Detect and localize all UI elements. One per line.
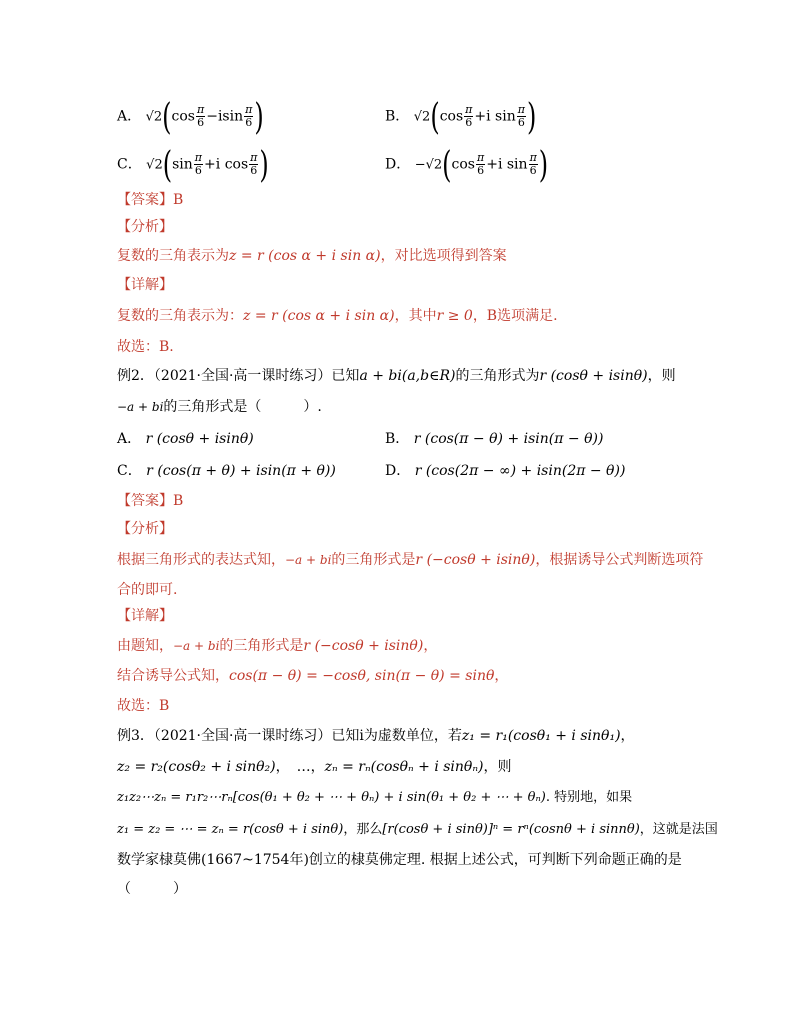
frac-den: 6 [477,164,485,177]
formula: r (cos(π − θ) + isin(π − θ)) [413,431,604,447]
frac-num: π [529,151,537,164]
ex2-option-b [385,430,603,448]
option-label: A． [117,108,142,125]
option-label: A． [117,431,142,447]
option-a [117,95,264,138]
text: ，对比选项得到答案 [380,248,507,264]
ex3-line2 [117,758,512,776]
fn: cos [171,108,195,125]
ex2-answer: 【答案】B [117,493,184,509]
paren: ( [430,95,440,138]
fn: +i sin [474,108,516,125]
text: ，B选项满足. [472,308,558,324]
frac-num: π [194,151,203,164]
formula: −a + bi [117,400,164,414]
option-label: D． [385,156,411,173]
formula: −a + bi [173,639,220,653]
option-label: B． [385,431,410,447]
fraction [244,104,253,129]
frac-den: 6 [194,164,202,177]
option-label: D． [385,463,411,479]
fn: −isin [206,108,244,125]
fn: +i cos [204,156,249,173]
text: 由题知， [117,638,173,654]
formula: [r(cosθ + i sinθ)]ⁿ = rⁿ(cosnθ + i sinnθ) [382,822,640,837]
q1-final: 故选：B. [117,339,174,355]
paren: ) [254,95,264,138]
coef: √2 [413,109,431,125]
text: . 特别地，如果 [545,790,633,805]
text: ，则 [483,759,512,775]
fraction [194,152,203,177]
formula: r (−cosθ + isinθ) [415,552,536,568]
frac-den: 6 [465,116,473,129]
ex2-option-d [385,462,625,480]
fn: cos [451,156,475,173]
text: ， [620,728,635,744]
text: ，根据诱导公式判断选项符 [535,552,704,568]
paren: ( [442,143,452,186]
formula: r (cos(π + θ) + isin(π + θ)) [146,463,336,479]
paren: ) [526,95,537,138]
ex3-line1 [117,727,635,745]
paren: ) [259,143,269,186]
fn: cos [439,108,464,125]
formula: r ≥ 0 [436,308,473,324]
frac-den: 6 [250,164,258,177]
coef: √2 [145,109,163,125]
frac-num: π [245,103,253,116]
fraction [529,152,538,177]
frac-den: 6 [245,116,253,129]
formula: r (cosθ + isinθ) [145,431,254,447]
frac-den: 6 [517,116,525,129]
text: 的三角形式是（ ）. [163,399,322,415]
text: 复数的三角表示为： [117,308,243,324]
text: 例2．（2021·全国·高一课时练习）已知 [117,368,360,384]
formula: r (−cosθ + isinθ) [303,638,424,654]
formula: −a + bi [285,553,332,567]
option-d [385,143,549,186]
formula: r (cos(2π − ∞) + isin(2π − θ)) [414,463,626,479]
text: 例3．（2021·全国·高一课时练习）已知i为虚数单位，若 [117,728,462,744]
ex3-line6: （ ） [117,881,187,897]
text: 复数的三角表示为 [117,248,229,264]
text: 的三角形式为 [455,368,540,384]
q1-analysis [117,247,507,265]
fn: +i sin [486,156,528,173]
option-label: B． [385,108,410,125]
text: ，那么 [343,822,383,837]
formula: z₁ = r₁(cosθ₁ + i sinθ₁) [461,728,621,744]
ex2-option-a [117,430,254,448]
text: ，则 [647,368,676,384]
frac-num: π [250,151,258,164]
text: 根据三角形式的表达式知， [117,552,285,568]
fraction [464,104,473,129]
text: ， …， [275,759,325,775]
text: ， [494,668,509,684]
text: ，这就是法国 [639,822,718,837]
frac-num: π [465,103,473,116]
fn: sin [172,156,193,173]
formula: z = r (cos α + i sin α) [243,308,395,324]
ex2-option-c [117,462,336,480]
ex3-line5: 数学家棣莫佛(1667~1754年)创立的棣莫佛定理. 根据上述公式，可判断下列命题正确的是 [117,852,682,868]
formula: z₂ = r₂(cosθ₂ + i sinθ₂) [117,759,276,775]
ex2-final: 故选：B [117,698,170,714]
text: ， [423,638,438,654]
ex2-analysis-line2: 合的即可. [117,582,178,598]
option-b [385,95,537,138]
frac-num: π [196,103,205,116]
q1-detail [117,307,558,325]
formula: z₁ = z₂ = ⋯ = zₙ = r(cosθ + i sinθ) [117,822,344,837]
coef: √2 [146,157,163,173]
frac-den: 6 [529,164,537,177]
formula: z₁z₂⋯zₙ = r₁r₂⋯rₙ[cos(θ₁ + θ₂ + ⋯ + θₙ) + i sin(θ₁ + θ₂ + ⋯ + θₙ) [117,790,546,805]
ex2-detail-line2 [117,667,508,685]
ex2-stem-line2 [117,398,322,416]
fraction [476,152,485,177]
coef: −√2 [414,157,443,173]
option-label: C． [117,463,142,479]
q1-detail-tag: 【详解】 [117,277,173,293]
ex2-stem-line1 [117,367,676,385]
text: ，其中 [394,308,437,324]
ex3-line4 [117,821,718,839]
q1-answer: 【答案】B [117,192,184,208]
frac-den: 6 [197,116,205,129]
ex2-detail-tag: 【详解】 [117,608,173,624]
paren: ( [162,143,173,186]
ex2-detail-line1 [117,637,437,655]
formula: z = r (cos α + i sin α) [229,248,381,264]
ex2-analysis-line1 [117,551,703,569]
fraction [517,104,526,129]
frac-num: π [517,103,525,116]
text: 的三角形式是 [219,638,304,654]
text: 结合诱导公式知， [117,668,229,684]
paren: ) [538,143,549,186]
formula: cos(π − θ) = −cosθ, sin(π − θ) = sinθ [229,668,495,684]
formula: r (cosθ + isinθ) [539,368,648,384]
fraction [249,152,258,177]
q1-analysis-tag: 【分析】 [117,219,173,235]
ex2-analysis-tag: 【分析】 [117,521,173,537]
fraction [196,104,205,129]
text: 的三角形式是 [331,552,416,568]
paren: ( [162,95,172,138]
formula: a + bi(a,b∈R) [359,368,456,384]
ex3-line3 [117,789,632,807]
formula: zₙ = rₙ(cosθₙ + i sinθₙ) [324,759,484,775]
option-label: C． [117,156,142,173]
option-c [117,143,269,186]
frac-num: π [476,151,485,164]
